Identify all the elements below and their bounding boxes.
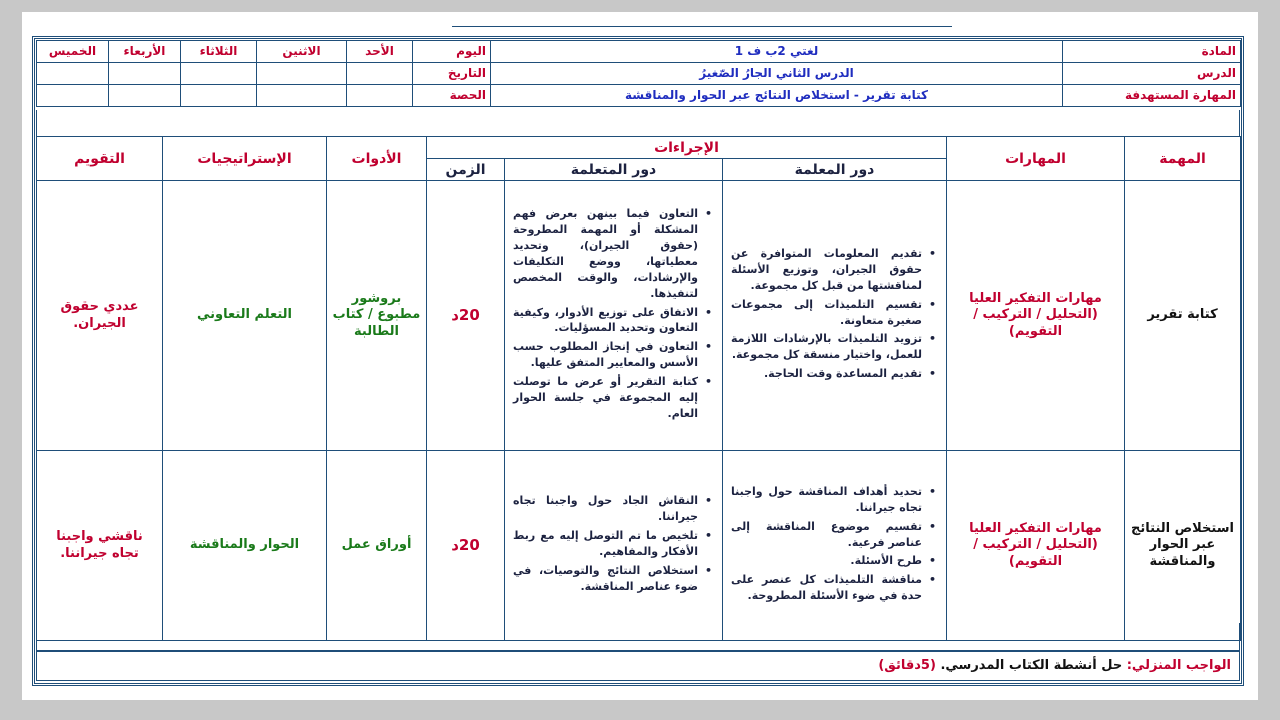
- list-item: • تقديم المساعدة وقت الحاجة.: [731, 366, 922, 382]
- list-item: • تزويد التلميذات بالإرشادات اللازمة للعمل، واختيار منسقة كل مجموعة.: [731, 331, 922, 363]
- day-monday: الاثنين: [257, 41, 347, 63]
- col-strategies: الإستراتيجيات: [163, 137, 327, 181]
- time-cell: 20د: [427, 451, 505, 641]
- homework-line: [36, 651, 1240, 681]
- skills-cell: مهارات التفكير العليا (التحليل / التركيب / التقويم): [947, 181, 1125, 451]
- evaluation-cell: ناقشي واجبنا تجاه جيراننا.: [37, 451, 163, 641]
- table-row: [37, 181, 1241, 451]
- subject-value: لغتي 2ب ف 1: [491, 41, 1063, 63]
- header-table: [36, 40, 1241, 107]
- list-item: • التعاون في إنجاز المطلوب حسب الأسس والمعايير المتفق عليها.: [513, 339, 698, 371]
- period-cell-thursday: [37, 85, 109, 107]
- homework-duration: (5دقائق): [878, 658, 936, 673]
- target-skill-label: المهارة المستهدفة: [1063, 85, 1241, 107]
- list-item: • النقاش الجاد حول واجبنا تجاه جيراننا.: [513, 493, 698, 525]
- col-evaluation: التقويم: [37, 137, 163, 181]
- task-cell: استخلاص النتائج عبر الحوار والمناقشة: [1125, 451, 1241, 641]
- period-cell-monday: [257, 85, 347, 107]
- col-teacher-role: دور المعلمة: [723, 159, 947, 181]
- footer-spacer: [36, 623, 1240, 651]
- day-label: اليوم: [413, 41, 491, 63]
- homework-label: الواجب المنزلي:: [1126, 658, 1231, 673]
- list-item: • استخلاص النتائج والتوصيات، في ضوء عناصر المناقشة.: [513, 563, 698, 595]
- strategy-cell: الحوار والمناقشة: [163, 451, 327, 641]
- col-skills: المهارات: [947, 137, 1125, 181]
- procedures-table: [36, 136, 1241, 641]
- tools-cell: بروشور مطبوع / كتاب الطالبة: [327, 181, 427, 451]
- target-skill-value: كتابة تقرير - استخلاص النتائج عبر الحوار والمناقشة: [491, 85, 1063, 107]
- day-thursday: الخميس: [37, 41, 109, 63]
- lesson-plan-sheet: [22, 12, 1258, 700]
- header-spacer: [36, 110, 1240, 136]
- col-student-role: دور المتعلمة: [505, 159, 723, 181]
- skills-cell: مهارات التفكير العليا (التحليل / التركيب / التقويم): [947, 451, 1125, 641]
- date-label: التاريخ: [413, 63, 491, 85]
- lesson-value: الدرس الثاني الجارُ الصّغيرُ: [491, 63, 1063, 85]
- col-time: الزمن: [427, 159, 505, 181]
- period-cell-tuesday: [181, 85, 257, 107]
- day-sunday: الأحد: [347, 41, 413, 63]
- date-cell-tuesday: [181, 63, 257, 85]
- subject-label: المادة: [1063, 41, 1241, 63]
- student-role-cell: [505, 181, 723, 451]
- time-cell: 20د: [427, 181, 505, 451]
- teacher-role-cell: [723, 181, 947, 451]
- list-item: • تقسيم التلميذات إلى مجموعات صغيرة متعاونة.: [731, 297, 922, 329]
- list-item: • كتابة التقرير أو عرض ما توصلت إليه المجموعة في جلسة الحوار العام.: [513, 374, 698, 422]
- list-item: • تحديد أهداف المناقشة حول واجبنا تجاه جيراننا.: [731, 484, 922, 516]
- lesson-label: الدرس: [1063, 63, 1241, 85]
- period-cell-wednesday: [109, 85, 181, 107]
- teacher-role-cell: [723, 451, 947, 641]
- day-wednesday: الأربعاء: [109, 41, 181, 63]
- date-cell-thursday: [37, 63, 109, 85]
- col-task: المهمة: [1125, 137, 1241, 181]
- date-cell-sunday: [347, 63, 413, 85]
- col-procedures: الإجراءات: [427, 137, 947, 159]
- list-item: • التعاون فيما بينهن بعرض فهم المشكلة أو المهمة المطروحة (حقوق الجيران)، وتحديد معطياتها، ووضع التكليفات والإرشادات، والوقت المخصص لتنفيذها.: [513, 206, 698, 302]
- list-item: • تقديم المعلومات المتوافرة عن حقوق الجيران، وتوزيع الأسئلة لمناقشتها من قبل كل مجموعة.: [731, 246, 922, 294]
- task-cell: كتابة تقرير: [1125, 181, 1241, 451]
- list-item: • الاتفاق على توزيع الأدوار، وكيفية التعاون وتحديد المسؤليات.: [513, 305, 698, 337]
- period-cell-sunday: [347, 85, 413, 107]
- student-role-cell: [505, 451, 723, 641]
- col-tools: الأدوات: [327, 137, 427, 181]
- list-item: • مناقشة التلميذات كل عنصر على حدة في ضوء الأسئلة المطروحة.: [731, 572, 922, 604]
- list-item: • طرح الأسئلة.: [731, 553, 922, 569]
- list-item: • تقسيم موضوع المناقشة إلى عناصر فرعية.: [731, 519, 922, 551]
- evaluation-cell: عددي حقوق الجيران.: [37, 181, 163, 451]
- period-label: الحصة: [413, 85, 491, 107]
- homework-text: حل أنشطة الكتاب المدرسي.: [940, 658, 1123, 673]
- day-tuesday: الثلاثاء: [181, 41, 257, 63]
- date-cell-monday: [257, 63, 347, 85]
- table-row: [37, 451, 1241, 641]
- list-item: • تلخيص ما تم التوصل إليه مع ربط الأفكار والمفاهيم.: [513, 528, 698, 560]
- tools-cell: أوراق عمل: [327, 451, 427, 641]
- date-cell-wednesday: [109, 63, 181, 85]
- strategy-cell: التعلم التعاوني: [163, 181, 327, 451]
